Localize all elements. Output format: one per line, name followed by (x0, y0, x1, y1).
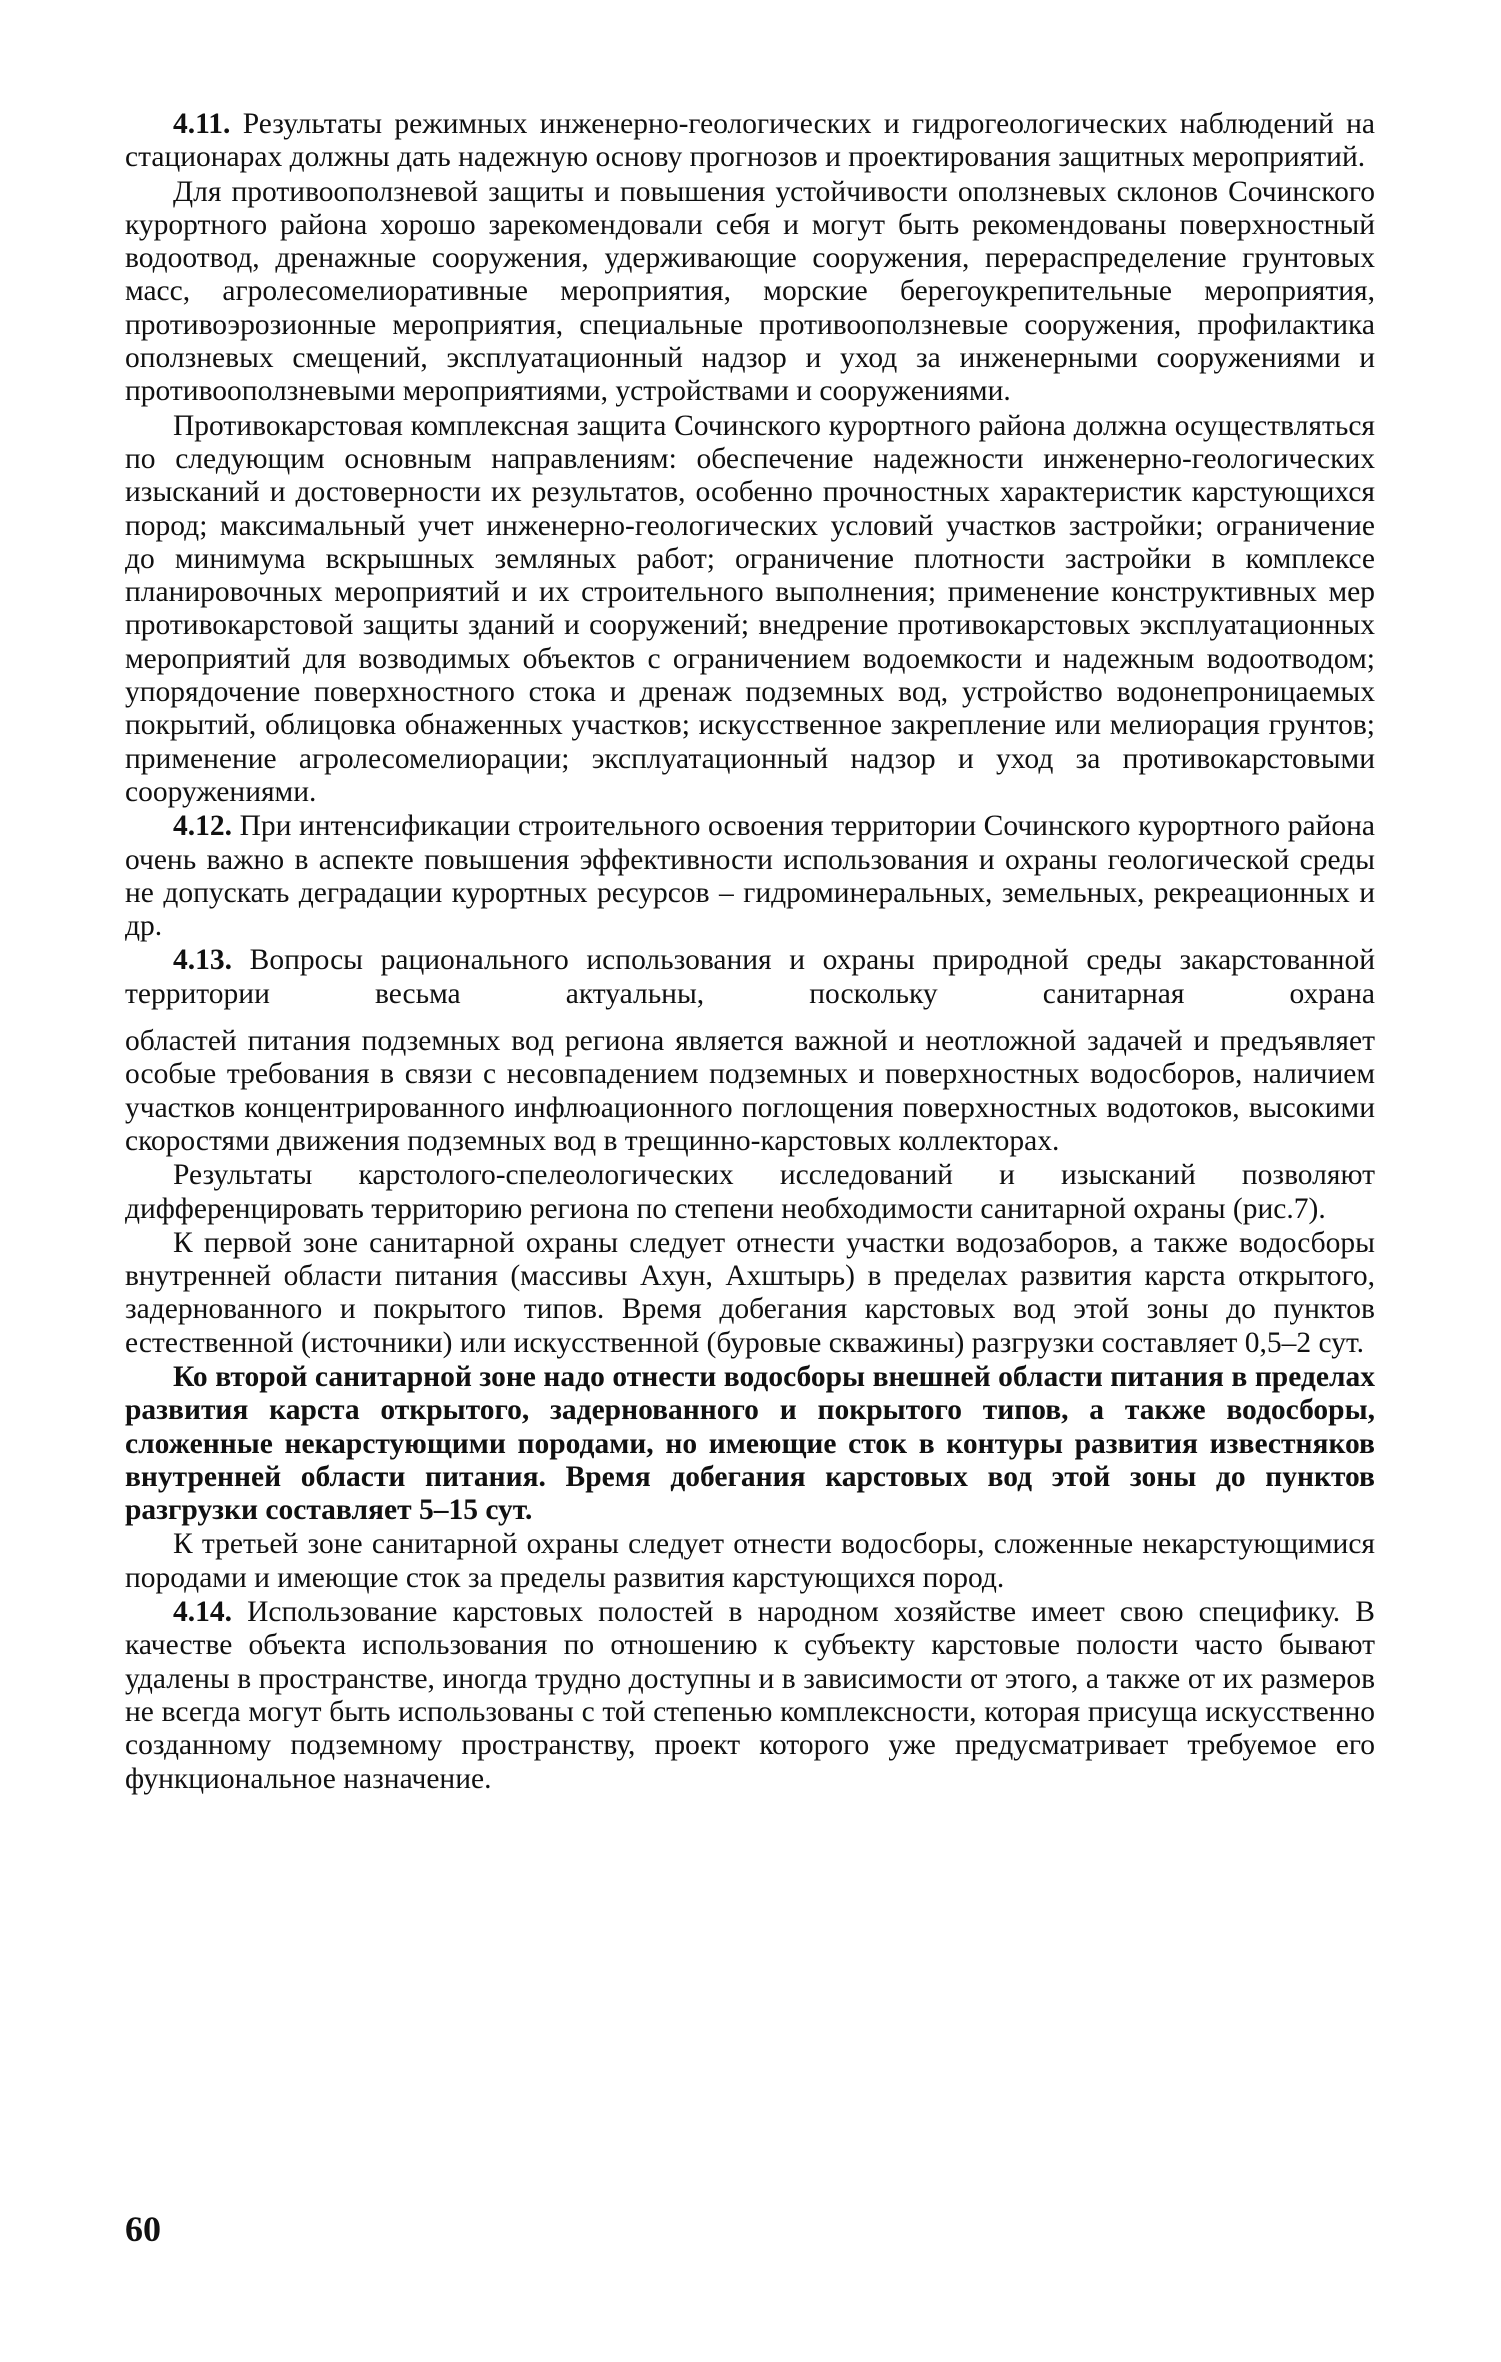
paragraph-4-12 (125, 810, 1375, 943)
section-number: 4.14. (173, 1596, 232, 1629)
paragraph-text: Противокарстовая комплексная защита Сочинского курортного района должна осуществляться по следующим основным направлениям: обеспечение надежности инженерно-геологических изысканий и достоверности их результатов, особенно прочностных характеристик карстующихся пород; максимальный учет инженерно-геологических условий участков застройки; ограничение до минимума вскрышных земляных работ; ограничение плотности застройки в комплексе планировочных мероприятий и их строительного выполнения; применение конструктивных мер противокарстовой защиты зданий и сооружений; внедрение противокарстовых эксплуатационных мероприятий для возводимых объектов с ограничением водоемкости и надежным водоотводом; упорядочение поверхностного стока и дренаж подземных вод, устройство водонепроницаемых покрытий, облицовка обнаженных участков; искусственное закрепление или мелиорация грунтов; применение агролесомелиорации; эксплуатационный надзор и уход за противокарстовыми сооружениями. (125, 409, 1375, 808)
paragraph-text: Ко второй санитарной зоне надо отнести водосборы внешней области питания в пределах развития карста открытого, задернованного и покрытого типов, а также водосборы, сложенные некарстующими породами, но имеющие сток в контуры развития известняков внутренней области питания. Время добегания карстовых вод этой зоны до пунктов разгрузки составляет 5–15 сут. (125, 1360, 1375, 1527)
section-number: 4.11. (173, 108, 231, 140)
paragraph-text: К первой зоне санитарной охраны следует отнести участки водозаборов, а также водосборы внутренней области питания (массивы Ахун, Ахштырь) в пределах развития карста открытого, задернованного и покрытого типов. Время добегания карстовых вод этой зоны до пунктов естественной (источники) или искусственной (буровые скважины) разгрузки составляет 0,5–2 сут. (125, 1226, 1375, 1359)
paragraph-text: Для противооползневой защиты и повышения устойчивости оползневых склонов Сочинского курортного района хорошо зарекомендовали себя и могут быть рекомендованы поверхностный водоотвод, дренажные сооружения, удерживающие сооружения, перераспределение грунтовых масс, агролесомелиоративные мероприятия, морские берегоукрепительные мероприятия, противоэрозионные мероприятия, специальные противооползневые сооружения, профилактика оползневых смещений, эксплуатационный надзор и уход за инженерными сооружениями и противооползневыми мероприятиями, устройствами и сооружениями. (125, 175, 1375, 408)
paragraph-third-zone (125, 1528, 1375, 1595)
section-number: 4.12. (173, 810, 232, 843)
paragraph-4-13-continued (125, 1025, 1375, 1158)
paragraph-text: областей питания подземных вод региона является важной и неотложной задачей и предъявляет особые требования в связи с несовпадением подземных и поверхностных водосборов, наличием участков концентрированного инфлюационного поглощения поверхностных водотоков, высокими скоростями движения подземных вод в трещинно-карстовых коллекторах. (125, 1025, 1375, 1157)
paragraph-landslide-protection (125, 176, 1375, 409)
paragraph-4-13 (125, 944, 1375, 1011)
paragraph-text: Результаты режимных инженерно-геологических и гидрогеологических наблюдений на стационарах должны дать надежную основу прогнозов и проектирования защитных мероприятий. (125, 108, 1375, 174)
paragraph-text: К третьей зоне санитарной охраны следует отнести водосборы, сложенные некарстующимися породами и имеющие сток за пределы развития карстующихся пород. (125, 1528, 1375, 1594)
paragraph-first-zone (125, 1227, 1375, 1360)
paragraph-text: Вопросы рационального использования и охраны природной среды закарстованной территории весьма актуальны, поскольку санитарная охрана (125, 944, 1376, 1010)
paragraph-text: Результаты карстолого-спелеологических исследований и изысканий позволяют дифференцировать территорию региона по степени необходимости санитарной охраны (рис.7). (125, 1159, 1375, 1225)
paragraph-4-14 (125, 1596, 1375, 1796)
paragraph-4-11 (125, 108, 1375, 175)
paragraph-text: Использование карстовых полостей в народном хозяйстве имеет свою специфику. В качестве объекта использования по отношению к субъекту карстовые полости часто бывают удалены в пространстве, иногда трудно доступны и в зависимости от этого, а также от их размеров не всегда могут быть использованы с той степенью комплексности, которая присуща искусственно созданному подземному пространству, проект которого уже предусматривает требуемое его функциональное назначение. (125, 1596, 1375, 1795)
paragraph-second-zone (125, 1361, 1375, 1527)
page-body (125, 108, 1375, 1796)
paragraph-karst-protection (125, 410, 1375, 810)
paragraph-text: При интенсификации строительного освоения территории Сочинского курортного района очень важно в аспекте повышения эффективности использования и охраны геологической среды не допускать деградации курортных ресурсов – гидроминеральных, земельных, рекреационных и др. (125, 810, 1375, 943)
page-number: 60 (125, 2209, 161, 2249)
section-number: 4.13. (173, 944, 232, 977)
paragraph-speleological-results (125, 1159, 1375, 1226)
